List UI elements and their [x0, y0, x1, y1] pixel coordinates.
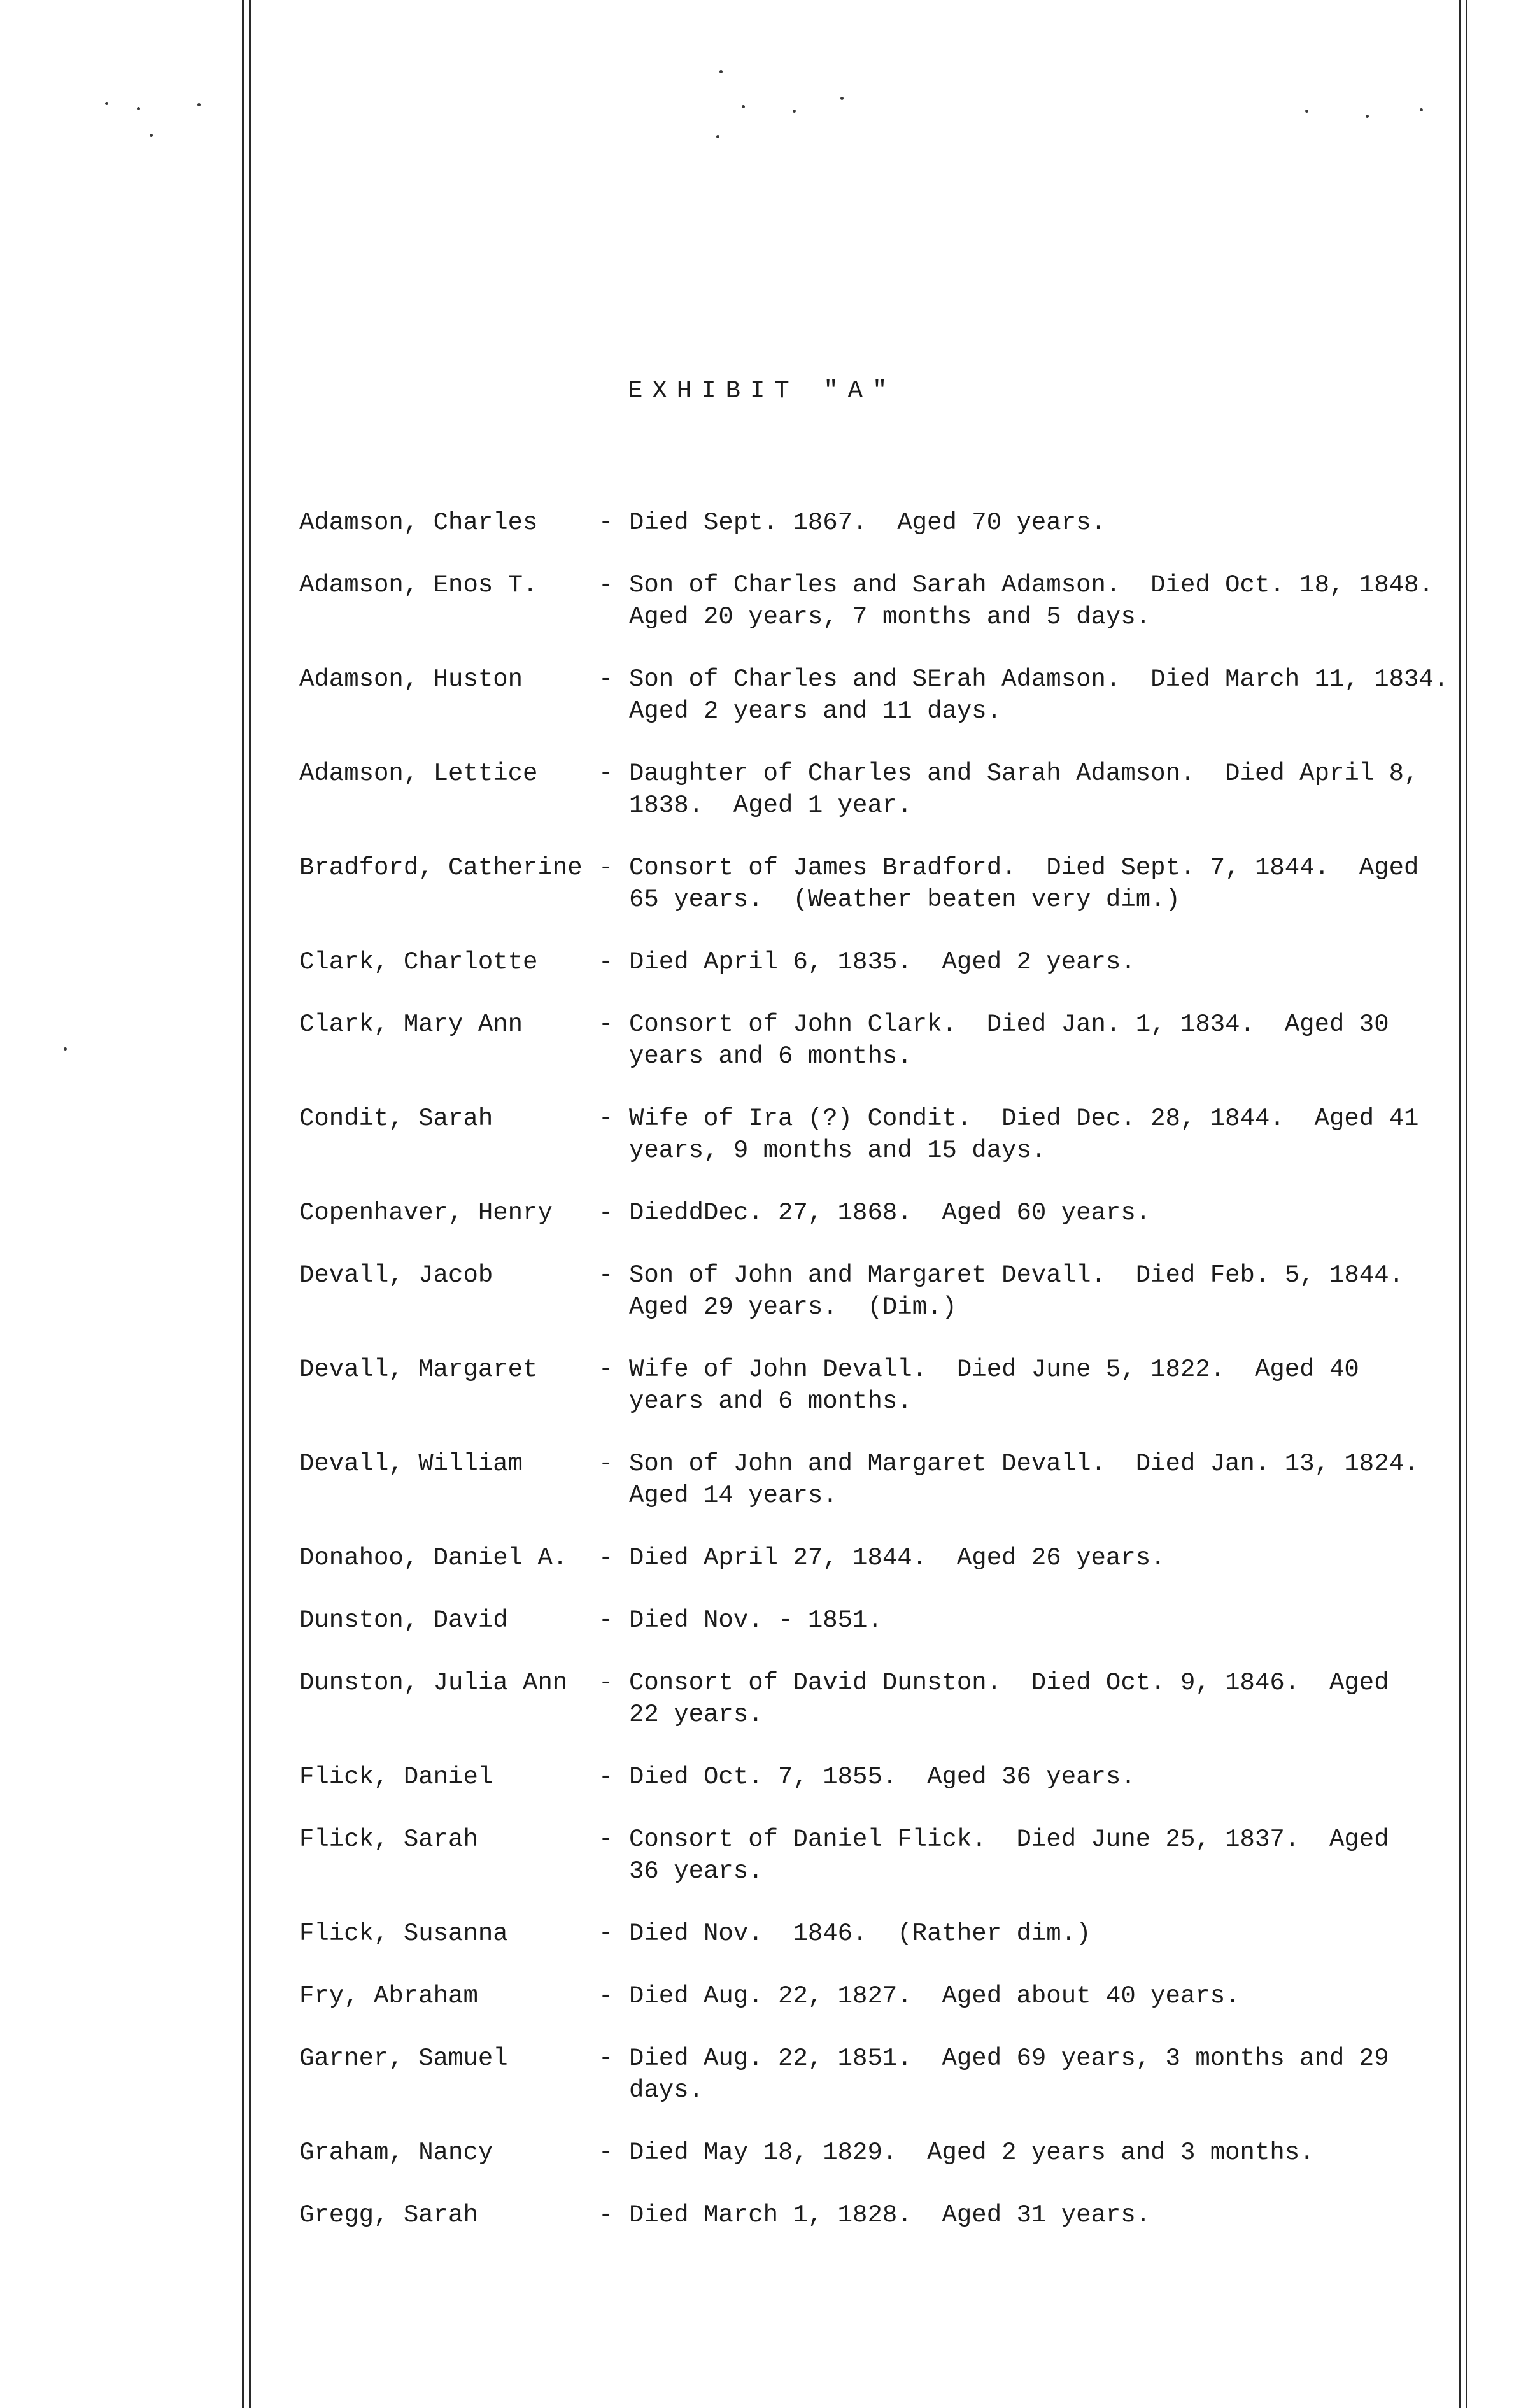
entry-description: Son of Charles and SErah Adamson. Died March 11, 1834. Aged 2 years and 11 days. [629, 665, 1449, 725]
entry-name: Adamson, Huston [299, 665, 523, 693]
left-margin-rule [242, 0, 244, 2408]
entry-description: Daughter of Charles and Sarah Adamson. Died April 8, 1838. Aged 1 year. [629, 760, 1419, 819]
list-item [299, 2137, 1458, 2169]
scan-speck [742, 105, 745, 108]
scan-speck [137, 107, 140, 110]
entry-description: DieddDec. 27, 1868. Aged 60 years. [629, 1199, 1151, 1227]
list-item [299, 569, 1458, 633]
exhibit-title: EXHIBIT "A" [628, 377, 897, 405]
entry-description: Died April 27, 1844. Aged 26 years. [629, 1544, 1166, 1572]
entry-dash: - [598, 1763, 614, 1791]
entry-name: Bradford, Catherine [299, 854, 583, 882]
entry-name: Condit, Sarah [299, 1105, 493, 1133]
entry-dash: - [598, 1982, 614, 2010]
list-item [299, 1667, 1458, 1731]
entry-description: Consort of David Dunston. Died Oct. 9, 1846. Aged 22 years. [629, 1669, 1389, 1729]
entry-name: Garner, Samuel [299, 2044, 508, 2072]
entry-name: Graham, Nancy [299, 2139, 493, 2167]
entry-name: Flick, Daniel [299, 1763, 493, 1791]
entry-description: Died April 6, 1835. Aged 2 years. [629, 948, 1136, 976]
entry-dash: - [598, 1356, 614, 1384]
left-margin-rule-inner [249, 0, 251, 2408]
entry-dash: - [598, 1261, 614, 1289]
right-margin-rule [1459, 0, 1461, 2408]
scan-speck [716, 135, 719, 138]
list-item [299, 1103, 1458, 1166]
entry-dash: - [598, 1825, 614, 1853]
entry-description: Died Oct. 7, 1855. Aged 36 years. [629, 1763, 1136, 1791]
entry-dash: - [598, 1105, 614, 1133]
entry-name: Adamson, Enos T. [299, 571, 538, 599]
entry-description: Died May 18, 1829. Aged 2 years and 3 months. [629, 2139, 1315, 2167]
entry-description: Son of John and Margaret Devall. Died Feb. 5, 1844. Aged 29 years. (Dim.) [629, 1261, 1404, 1321]
burial-record-list [299, 507, 1458, 2262]
entry-dash: - [598, 1669, 614, 1697]
entry-description: Wife of Ira (?) Condit. Died Dec. 28, 1844. Aged 41 years, 9 months and 15 days. [629, 1105, 1419, 1165]
entry-name: Clark, Mary Ann [299, 1010, 523, 1038]
scan-speck [840, 97, 844, 100]
entry-dash: - [598, 1450, 614, 1478]
list-item [299, 1197, 1458, 1229]
scan-speck [793, 110, 796, 113]
entry-dash: - [598, 1199, 614, 1227]
list-item [299, 852, 1458, 916]
entry-dash: - [598, 760, 614, 788]
entry-description: Died Nov. - 1851. [629, 1606, 882, 1634]
entry-dash: - [598, 571, 614, 599]
entry-name: Devall, Jacob [299, 1261, 493, 1289]
scan-speck [1366, 115, 1369, 118]
entry-description: Consort of John Clark. Died Jan. 1, 1834. Aged 30 years and 6 months. [629, 1010, 1389, 1070]
list-item [299, 1354, 1458, 1417]
list-item [299, 1918, 1458, 1950]
list-item [299, 1824, 1458, 1887]
entry-name: Dunston, David [299, 1606, 508, 1634]
entry-description: Died Aug. 22, 1851. Aged 69 years, 3 months and 29 days. [629, 2044, 1389, 2104]
entry-description: Died Nov. 1846. (Rather dim.) [629, 1920, 1091, 1948]
scan-speck [1420, 108, 1423, 111]
scan-speck [64, 1047, 67, 1051]
entry-name: Dunston, Julia Ann [299, 1669, 568, 1697]
entry-name: Devall, Margaret [299, 1356, 538, 1384]
list-item [299, 1761, 1458, 1793]
entry-name: Adamson, Lettice [299, 760, 538, 788]
entry-dash: - [598, 2139, 614, 2167]
scan-speck [197, 103, 201, 106]
scan-speck [1305, 110, 1308, 113]
list-item [299, 1259, 1458, 1323]
entry-name: Copenhaver, Henry [299, 1199, 553, 1227]
list-item [299, 507, 1458, 539]
scan-speck [105, 102, 108, 105]
entry-name: Fry, Abraham [299, 1982, 478, 2010]
entry-description: Consort of James Bradford. Died Sept. 7, 1844. Aged 65 years. (Weather beaten very dim.) [629, 854, 1419, 914]
list-item [299, 1448, 1458, 1512]
entry-dash: - [598, 665, 614, 693]
list-item [299, 758, 1458, 821]
list-item [299, 946, 1458, 978]
entry-dash: - [598, 2044, 614, 2072]
entry-dash: - [598, 1544, 614, 1572]
entry-description: Died March 1, 1828. Aged 31 years. [629, 2201, 1151, 2229]
entry-description: Died Aug. 22, 1827. Aged about 40 years. [629, 1982, 1240, 2010]
list-item [299, 1542, 1458, 1574]
entry-name: Devall, William [299, 1450, 523, 1478]
entry-dash: - [598, 1920, 614, 1948]
list-item [299, 2199, 1458, 2231]
entry-name: Adamson, Charles [299, 509, 538, 537]
entry-description: Died Sept. 1867. Aged 70 years. [629, 509, 1106, 537]
list-item [299, 1009, 1458, 1072]
entry-name: Gregg, Sarah [299, 2201, 478, 2229]
entry-dash: - [598, 1010, 614, 1038]
entry-name: Flick, Sarah [299, 1825, 478, 1853]
scan-speck [150, 134, 153, 137]
list-item [299, 1604, 1458, 1636]
entry-name: Clark, Charlotte [299, 948, 538, 976]
entry-name: Flick, Susanna [299, 1920, 508, 1948]
entry-description: Wife of John Devall. Died June 5, 1822. Aged 40 years and 6 months. [629, 1356, 1359, 1415]
entry-dash: - [598, 1606, 614, 1634]
entry-dash: - [598, 509, 614, 537]
list-item [299, 663, 1458, 727]
entry-dash: - [598, 948, 614, 976]
entry-description: Consort of Daniel Flick. Died June 25, 1837. Aged 36 years. [629, 1825, 1389, 1885]
entry-dash: - [598, 854, 614, 882]
entry-description: Son of John and Margaret Devall. Died Jan. 13, 1824. Aged 14 years. [629, 1450, 1419, 1510]
right-margin-rule-outer [1466, 0, 1467, 2408]
list-item [299, 2043, 1458, 2106]
entry-description: Son of Charles and Sarah Adamson. Died Oct. 18, 1848. Aged 20 years, 7 months and 5 days. [629, 571, 1434, 631]
list-item [299, 1980, 1458, 2012]
entry-dash: - [598, 2201, 614, 2229]
entry-name: Donahoo, Daniel A. [299, 1544, 568, 1572]
scan-speck [719, 70, 723, 73]
